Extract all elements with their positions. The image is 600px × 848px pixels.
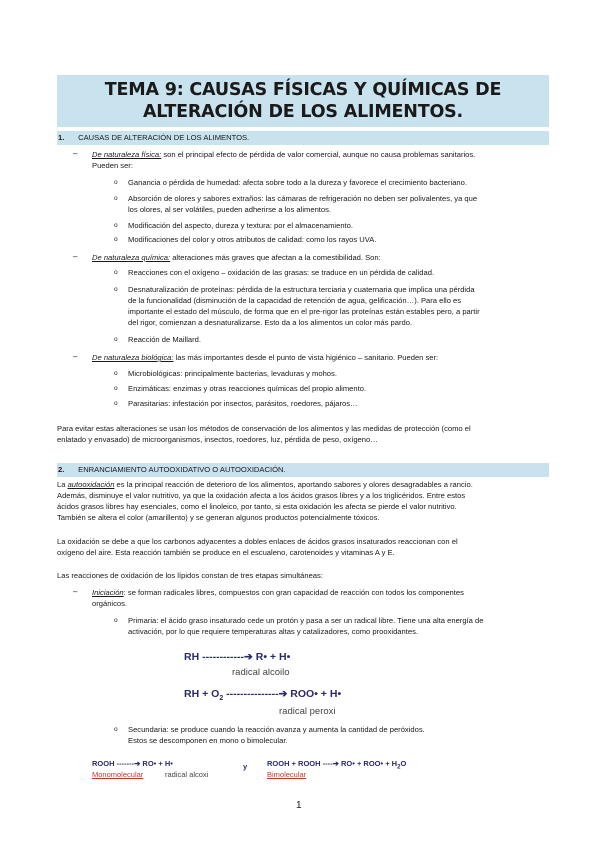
secundaria-line-2: Estos se descomponen en mono o bimolecular. [128,736,288,745]
biologica-item-3: Parasitarias: infestación por insectos, parásitos, roedores, pájaros… [128,399,358,408]
quimica-item-2-line-1: Desnaturalización de proteínas: pérdida de la estructura terciaria y cuaternaria que implica una pérdida [128,285,475,294]
equation-monomolecular: ROOH -------➔ RO• + H• [92,759,173,768]
circle-bullet: o [114,269,118,276]
autooxidacion-term: autooxidación [67,480,115,489]
section-1-closing-line-1: Para evitar estas alteraciones se usan los métodos de conservación de los alimentos y las medidas de protección (como el [57,424,471,433]
circle-bullet: o [114,726,118,733]
section-2-p2-line-2: oxígeno del aire. Esta reacción también se produce en el escualeno, carotenoides y vitaminas A y E. [57,548,395,557]
quimica-label: De naturaleza química: [92,253,171,262]
monomolecular-label: Monomolecular [92,770,144,779]
quimica-item-2-line-2: de la funcionalidad (disminución de la capacidad de retención de agua, gelificación…). Para ello es [128,296,462,305]
section-2-number: 2. [58,465,65,474]
circle-bullet: o [114,179,118,186]
circle-bullet: o [114,617,118,624]
circle-bullet: o [114,385,118,392]
p1-pre: La [57,480,68,489]
section-2-p3: Las reacciones de oxidación de los lípidos constan de tres etapas simultáneas: [57,571,323,580]
quimica-item-3: Reacción de Maillard. [128,335,202,344]
equation-alcoilo-label: radical alcoilo [232,667,290,678]
section-1-number: 1. [58,133,65,142]
circle-bullet: o [114,222,118,229]
fisica-item-4: Modificaciones del color y otros atributos de calidad: como los rayos UVA. [128,235,377,244]
fisica-paragraph-line-1 [92,150,475,161]
biologica-label: De naturaleza biológica: [92,353,174,362]
primaria-line-1: Primaria: el ácido graso insaturado cede un protón y pasa a ser un radical libre. Tiene una alta energía de [128,616,484,625]
equation-peroxi [184,688,341,702]
eq2-left: RH + O [184,688,220,700]
page-title [57,75,549,127]
section-1-heading [57,131,549,145]
dash-bullet: – [73,352,78,361]
eq2-subscript: 2 [219,695,224,703]
eq4-subscript: 2 [397,764,401,771]
section-2-p1-line-4: También se altera el color (amarillento) y se generan algunos productos potencialmente tóxicos. [57,513,380,522]
section-1-title: CAUSAS DE ALTERACIÓN DE LOS ALIMENTOS. [78,133,250,142]
quimica-item-2-line-4: del rigor, comienzan a desnaturalizarse. Esto da a los alimentos un color más pardo. [128,318,413,327]
biologica-text: las más importantes desde el punto de vista higiénico – sanitario. Pueden ser: [173,353,439,362]
eq4-left: ROOH + ROOH ----➔ RO• + ROO• + H [267,759,398,768]
quimica-paragraph [92,253,381,264]
biologica-paragraph [92,353,438,364]
fisica-label: De naturaleza física: [92,150,162,159]
dash-bullet: – [73,252,78,261]
iniciacion-text: : se forman radicales libres, compuestos con gran capacidad de reacción con todos los componentes [123,588,464,597]
section-2-p1-line-1 [57,480,473,491]
fisica-item-2-cont: los olores, al ser volátiles, pueden adherirse a los alimentos. [128,205,332,214]
fisica-text: son el principal efecto de pérdida de valor comercial, aunque no causa problemas sanitarios. [161,150,476,159]
circle-bullet: o [114,370,118,377]
circle-bullet: o [114,400,118,407]
section-2-title: ENRANCIAMIENTO AUTOOXIDATIVO O AUTOOXIDACIÓN. [78,465,286,474]
p1-rest: es la principal reacción de deterioro de los alimentos, aportando sabores y olores desagradables a rancio. [114,480,473,489]
eq2-right: ---------------➔ ROO• + H• [223,688,342,700]
equation-alcoilo: RH ------------➔ R• + H• [184,651,291,663]
equation-peroxi-label: radical peroxi [279,706,336,717]
section-2-p1-line-3: ácidos grasos libres hay esenciales, como el linoleico, por tanto, si esta oxidación les afecta se pierde el valor nutritivo. [57,502,457,511]
fisica-item-1: Ganancia o pérdida de humedad: afecta sobre todo a la dureza y favorece el crecimiento bacteriano. [128,178,467,187]
iniciacion-line-2: orgánicos. [92,599,128,608]
quimica-text: alteraciones más graves que afectan a la comestibilidad. Son: [170,253,381,262]
section-2-p2-line-1: La oxidación se debe a que los carbonos adyacentes a dobles enlaces de ácidos grasos insaturados reaccionan con el [57,537,458,546]
quimica-item-1: Reacciones con el oxígeno – oxidación de las grasas: se traduce en un pérdida de calidad. [128,268,435,277]
biologica-item-1: Microbiológicas: principalmente bacterias, levaduras y mohos. [128,369,337,378]
page-number: 1 [296,800,302,811]
section-2-p1-line-2: Además, disminuye el valor nutritivo, ya que la oxidación afecta a los ácidos grasos libres y a los triglicéridos. Entre estos [57,491,466,500]
section-1-closing-line-2: enlatado y envasado) de microorganismos, insectos, roedores, luz, pérdida de peso, oxígeno… [57,435,378,444]
title-line-2: ALTERACIÓN DE LOS ALIMENTOS. [142,102,464,122]
circle-bullet: o [114,336,118,343]
fisica-item-3: Modificación del aspecto, dureza y textura: por el almacenamiento. [128,221,353,230]
eq4-right: O [400,759,407,768]
bimolecular-label: Bimolecular [267,770,307,779]
circle-bullet: o [114,286,118,293]
biologica-item-2: Enzimáticas: enzimas y otras reacciones químicas del propio alimento. [128,384,367,393]
section-2-heading [57,463,549,477]
dash-bullet: – [73,149,78,158]
equation-bimolecular [267,759,406,771]
dash-bullet: – [73,587,78,596]
circle-bullet: o [114,195,118,202]
equation-and: y [243,762,248,771]
fisica-item-2: Absorción de olores y sabores extraños: las cámaras de refrigeración no deben ser polivalentes, ya que [128,194,478,203]
primaria-line-2: activación, por lo que requiere temperaturas altas y catalizadores, como prooxidantes. [128,627,418,636]
alcoxi-label: radical alcoxi [165,770,209,779]
secundaria-line-1: Secundaria: se produce cuando la reacción avanza y aumenta la cantidad de peróxidos. [128,725,425,734]
quimica-item-2-line-3: importante el estado del músculo, de forma que en el pre-rigor las proteínas están estables pero, a partir [128,307,480,316]
title-line-1: TEMA 9: CAUSAS FÍSICAS Y QUÍMICAS DE [104,80,502,100]
iniciacion-label: Iniciación [92,588,124,597]
fisica-paragraph-line-2: Pueden ser: [92,161,133,170]
iniciacion-line-1 [92,588,464,599]
circle-bullet: o [114,236,118,243]
